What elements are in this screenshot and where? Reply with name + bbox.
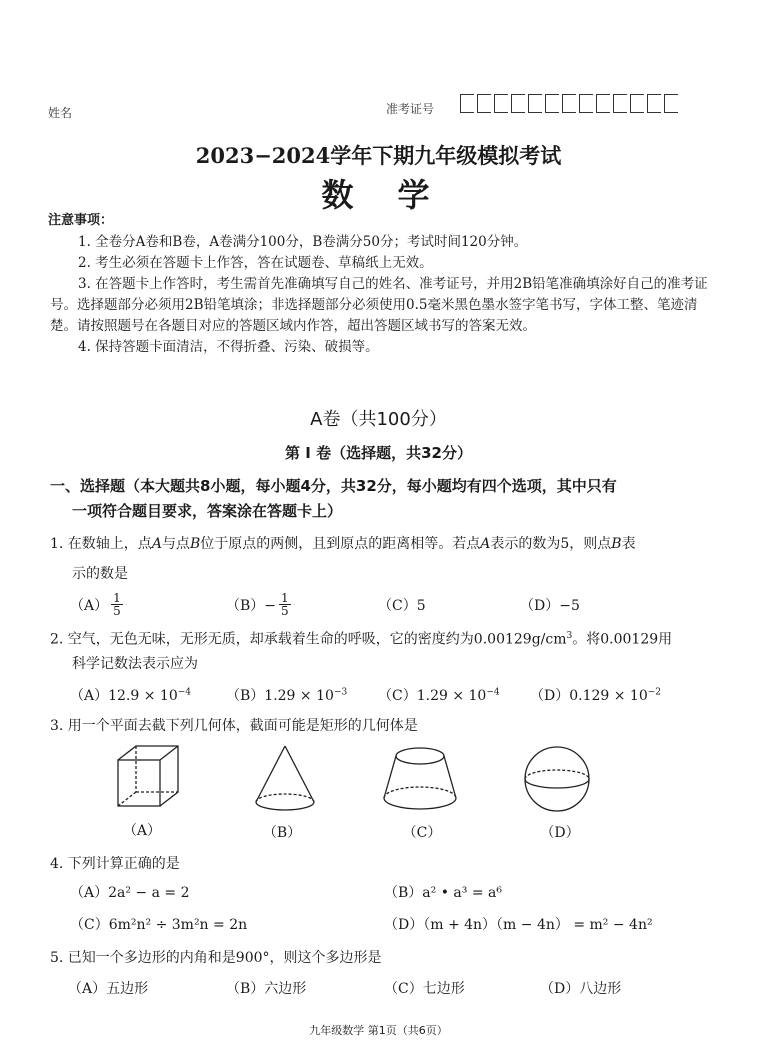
sphere-icon xyxy=(520,744,594,814)
id-digit-box[interactable] xyxy=(647,94,661,113)
id-digit-box[interactable] xyxy=(596,94,610,113)
question-1-stem-line2: 示的数是 xyxy=(72,566,128,582)
section-a-heading: A卷（共100分） xyxy=(310,409,447,430)
part-1-instructions-line2: 一项符合题目要求，答案涂在答题卡上） xyxy=(72,502,343,520)
notes-heading: 注意事项： xyxy=(48,213,114,228)
question-2-stem: 2. 空气，无色无味，无形无质，却承载着生命的呼吸，它的密度约为$0.00129g/cm^3$。将0.00129用 xyxy=(50,631,673,648)
q1-option-c[interactable]: （C）5 xyxy=(378,597,426,614)
note-item-3: 3. 在答题卡上作答时，考生需首先准确填写自己的姓名、准考证号，并用2B铅笔准确填涂好自己的准考证号。选择题部分必须用2B铅笔填涂；非选择题部分必须使用0.5毫米黑色墨水签字笔书写，字体工整、笔迹清楚。请按照题号在各题目对应的答题区域内作答，超出答题区域书写的答案无效。 xyxy=(50,276,708,334)
exam-title: 2023−2024学年下期九年级模拟考试 xyxy=(195,143,562,168)
q1-option-b[interactable]: （B）− $\frac{1}{5}$ xyxy=(226,591,289,618)
q5-option-d[interactable]: （D）八边形 xyxy=(540,981,622,997)
q2-option-d[interactable]: $(D)0.129 \times 10^{-2}$ xyxy=(530,687,662,704)
q3-option-d[interactable]: （D） xyxy=(540,825,580,841)
question-2-stem-line2: 科学记数法表示应为 xyxy=(72,656,198,672)
id-digit-box[interactable] xyxy=(613,94,627,113)
q2-option-b[interactable]: $(B)1.29 \times 10^{-3}$ xyxy=(226,687,348,704)
question-1-options xyxy=(70,592,580,617)
frustum-icon xyxy=(380,742,460,816)
note-item-4: 4. 保持答题卡面清洁，不得折叠、污染、破损等。 xyxy=(78,339,379,355)
q3-option-a[interactable]: （A） xyxy=(122,823,162,839)
id-digit-box[interactable] xyxy=(528,94,542,113)
q5-option-a[interactable]: （A）五边形 xyxy=(68,981,149,997)
question-5-options xyxy=(68,978,621,998)
part-1-heading: 第 Ⅰ 卷（选择题，共32分） xyxy=(285,444,472,462)
q4-option-d[interactable]: （D）（m + 4n）（m − 4n） = m² − 4n² xyxy=(384,917,653,933)
id-digit-box[interactable] xyxy=(545,94,559,113)
id-digit-box[interactable] xyxy=(460,94,474,113)
id-digit-box[interactable] xyxy=(511,94,525,113)
id-label: 准考证号 xyxy=(386,102,435,116)
id-digit-box[interactable] xyxy=(477,94,491,113)
q2-option-a[interactable]: $(A)12.9 \times 10^{-4}$ xyxy=(70,687,192,704)
cube-icon xyxy=(110,742,190,812)
q2-option-c[interactable]: $(C)1.29 \times 10^{-4}$ xyxy=(378,687,500,704)
q5-option-c[interactable]: （C）七边形 xyxy=(384,981,465,997)
part-1-instructions-line1: 一、选择题（本大题共8小题，每小题4分，共32分，每小题均有四个选项，其中只有 xyxy=(50,477,617,495)
subject-title: 数 学 xyxy=(321,176,436,214)
q4-option-b[interactable]: （B）a² • a³ = a⁶ xyxy=(384,885,502,901)
id-digit-box[interactable] xyxy=(562,94,576,113)
question-3-stem: 3. 用一个平面去截下列几何体，截面可能是矩形的几何体是 xyxy=(50,718,418,734)
note-item-1: 1. 全卷分A卷和B卷，A卷满分100分，B卷满分50分；考试时间120分钟。 xyxy=(78,234,528,250)
name-label: 姓名 xyxy=(48,106,73,120)
q4-option-c[interactable]: （C）6m²n² ÷ 3m²n = 2n xyxy=(70,917,248,933)
id-box-grid[interactable] xyxy=(460,94,681,113)
page-footer: 九年级数学 第1页（共6页） xyxy=(309,1024,448,1037)
question-5-stem: 5. 已知一个多边形的内角和是900°，则这个多边形是 xyxy=(50,950,382,966)
id-digit-box[interactable] xyxy=(579,94,593,113)
q3-option-c[interactable]: （C） xyxy=(402,825,442,841)
id-digit-box[interactable] xyxy=(630,94,644,113)
question-2-options xyxy=(70,685,661,705)
question-4-stem: 4. 下列计算正确的是 xyxy=(50,856,180,872)
cone-icon xyxy=(250,742,320,816)
id-digit-box[interactable] xyxy=(494,94,508,113)
q5-option-b[interactable]: （B）六边形 xyxy=(226,981,307,997)
id-digit-box[interactable] xyxy=(664,94,678,113)
q1-option-a[interactable]: （A） $\frac{1}{5}$ xyxy=(70,591,121,618)
q1-option-d[interactable]: （D）−5 xyxy=(520,597,580,614)
q3-option-b[interactable]: （B） xyxy=(262,825,302,841)
q4-option-a[interactable]: （A）2a² − a = 2 xyxy=(70,885,190,901)
question-1-stem: 1. 在数轴上，点A与点B位于原点的两侧，且到原点的距离相等。若点A表示的数为5，则点B表 xyxy=(50,536,636,552)
note-item-2: 2. 考生必须在答题卡上作答，答在试题卷、草稿纸上无效。 xyxy=(78,255,433,271)
notes-list xyxy=(50,232,720,358)
